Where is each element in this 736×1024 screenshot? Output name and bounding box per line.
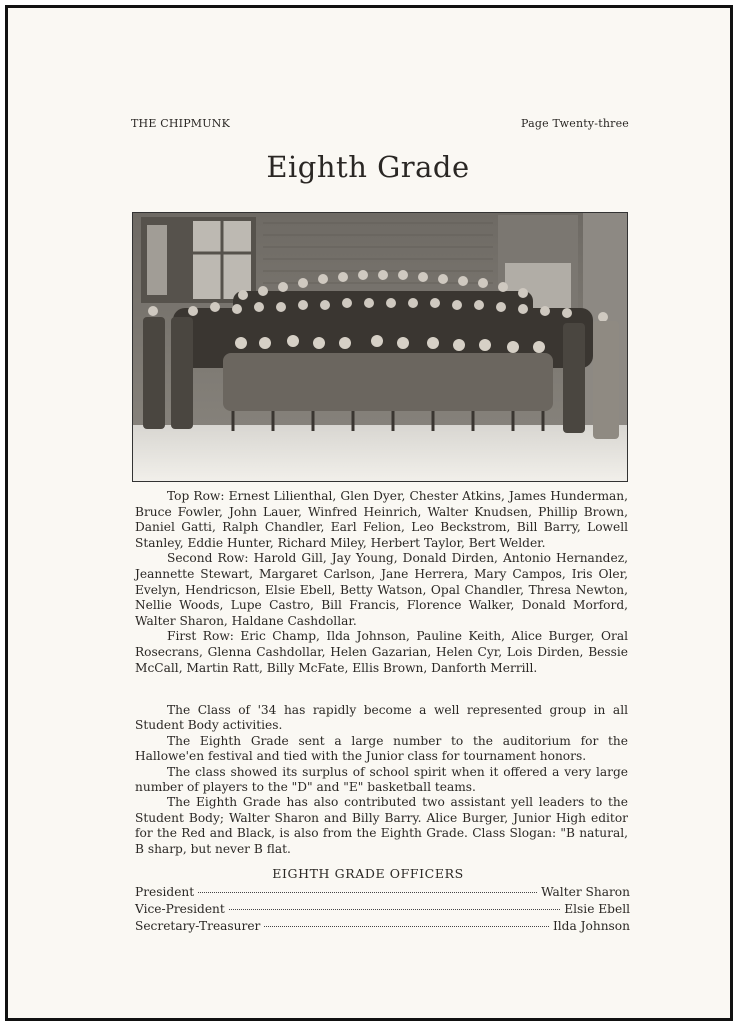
officers-list (135, 884, 630, 935)
officer-row-vice-president (135, 901, 630, 918)
roster-second-row: Second Row: Harold Gill, Jay Young, Donald Dirden, Antonio Hernandez, Jeannette Stewart, Margaret Carlson, Jane Herrera, Mary Campos, Iris Oler, Evelyn, Hendricson, Elsie Ebell, Betty Watson, Opal Chandler, Thresa Newton, Nellie Woods, Lupe Castro, Bill Francis, Florence Walker, Donald Morford, Walter Sharon, Haldane Cashdollar. (135, 551, 628, 628)
officer-title: Vice-President (135, 902, 225, 916)
narrative-paragraph: The Class of '34 has rapidly become a well represented group in all Student Body activities. (135, 703, 628, 733)
class-group-photo (132, 212, 628, 482)
page-title: Eighth Grade (266, 150, 470, 184)
officer-name: Ilda Johnson (552, 919, 630, 933)
publication-name: THE CHIPMUNK (131, 117, 230, 130)
page-number: Page Twenty-three (520, 117, 629, 130)
officers-heading: EIGHTH GRADE OFFICERS (272, 866, 464, 881)
roster-first-row: First Row: Eric Champ, Ilda Johnson, Pauline Keith, Alice Burger, Oral Rosecrans, Glenna Cashdollar, Helen Gazarian, Helen Cyr, Lois Dirden, Bessie McCall, Martin Ratt, Billy McFate, Ellis Brown, Danforth Merrill. (135, 629, 628, 675)
leader-dots (264, 926, 549, 927)
narrative-paragraph: The Eighth Grade has also contributed two assistant yell leaders to the Student Body; Walter Sharon and Billy Barry. Alice Burger, Junior High editor for the Red and Black, is also from the Eighth Grade. Class Slogan: "B natural, B sharp, but never B flat. (135, 795, 628, 856)
leader-dots (229, 909, 560, 910)
narrative-paragraph: The Eighth Grade sent a large number to the auditorium for the Hallowe'en festival and tied with the Junior class for tournament honors. (135, 733, 628, 764)
class-roster (135, 489, 628, 676)
officer-title: President (135, 885, 195, 899)
class-narrative (135, 703, 628, 857)
officer-name: Walter Sharon (541, 885, 630, 899)
leader-dots (198, 892, 537, 893)
narrative-paragraph: The class showed its surplus of school spirit when it offered a very large number of players to the "D" and "E" basketball teams. (135, 764, 628, 795)
officer-name: Elsie Ebell (564, 902, 630, 916)
officer-row-secretary-treasurer (135, 918, 630, 935)
running-head (131, 117, 629, 130)
officer-row-president (135, 884, 630, 901)
roster-top-row: Top Row: Ernest Lilienthal, Glen Dyer, Chester Atkins, James Hunderman, Bruce Fowler, John Lauer, Winfred Heinrich, Walter Knudsen, Phillip Brown, Daniel Gatti, Ralph Chandler, Earl Felion, Leo Beckstrom, Bill Barry, Lowell Stanley, Eddie Hunter, Richard Miley, Herbert Taylor, Bert Welder. (135, 489, 628, 550)
officer-title: Secretary-Treasurer (135, 919, 261, 933)
class-photo-image (133, 213, 627, 481)
